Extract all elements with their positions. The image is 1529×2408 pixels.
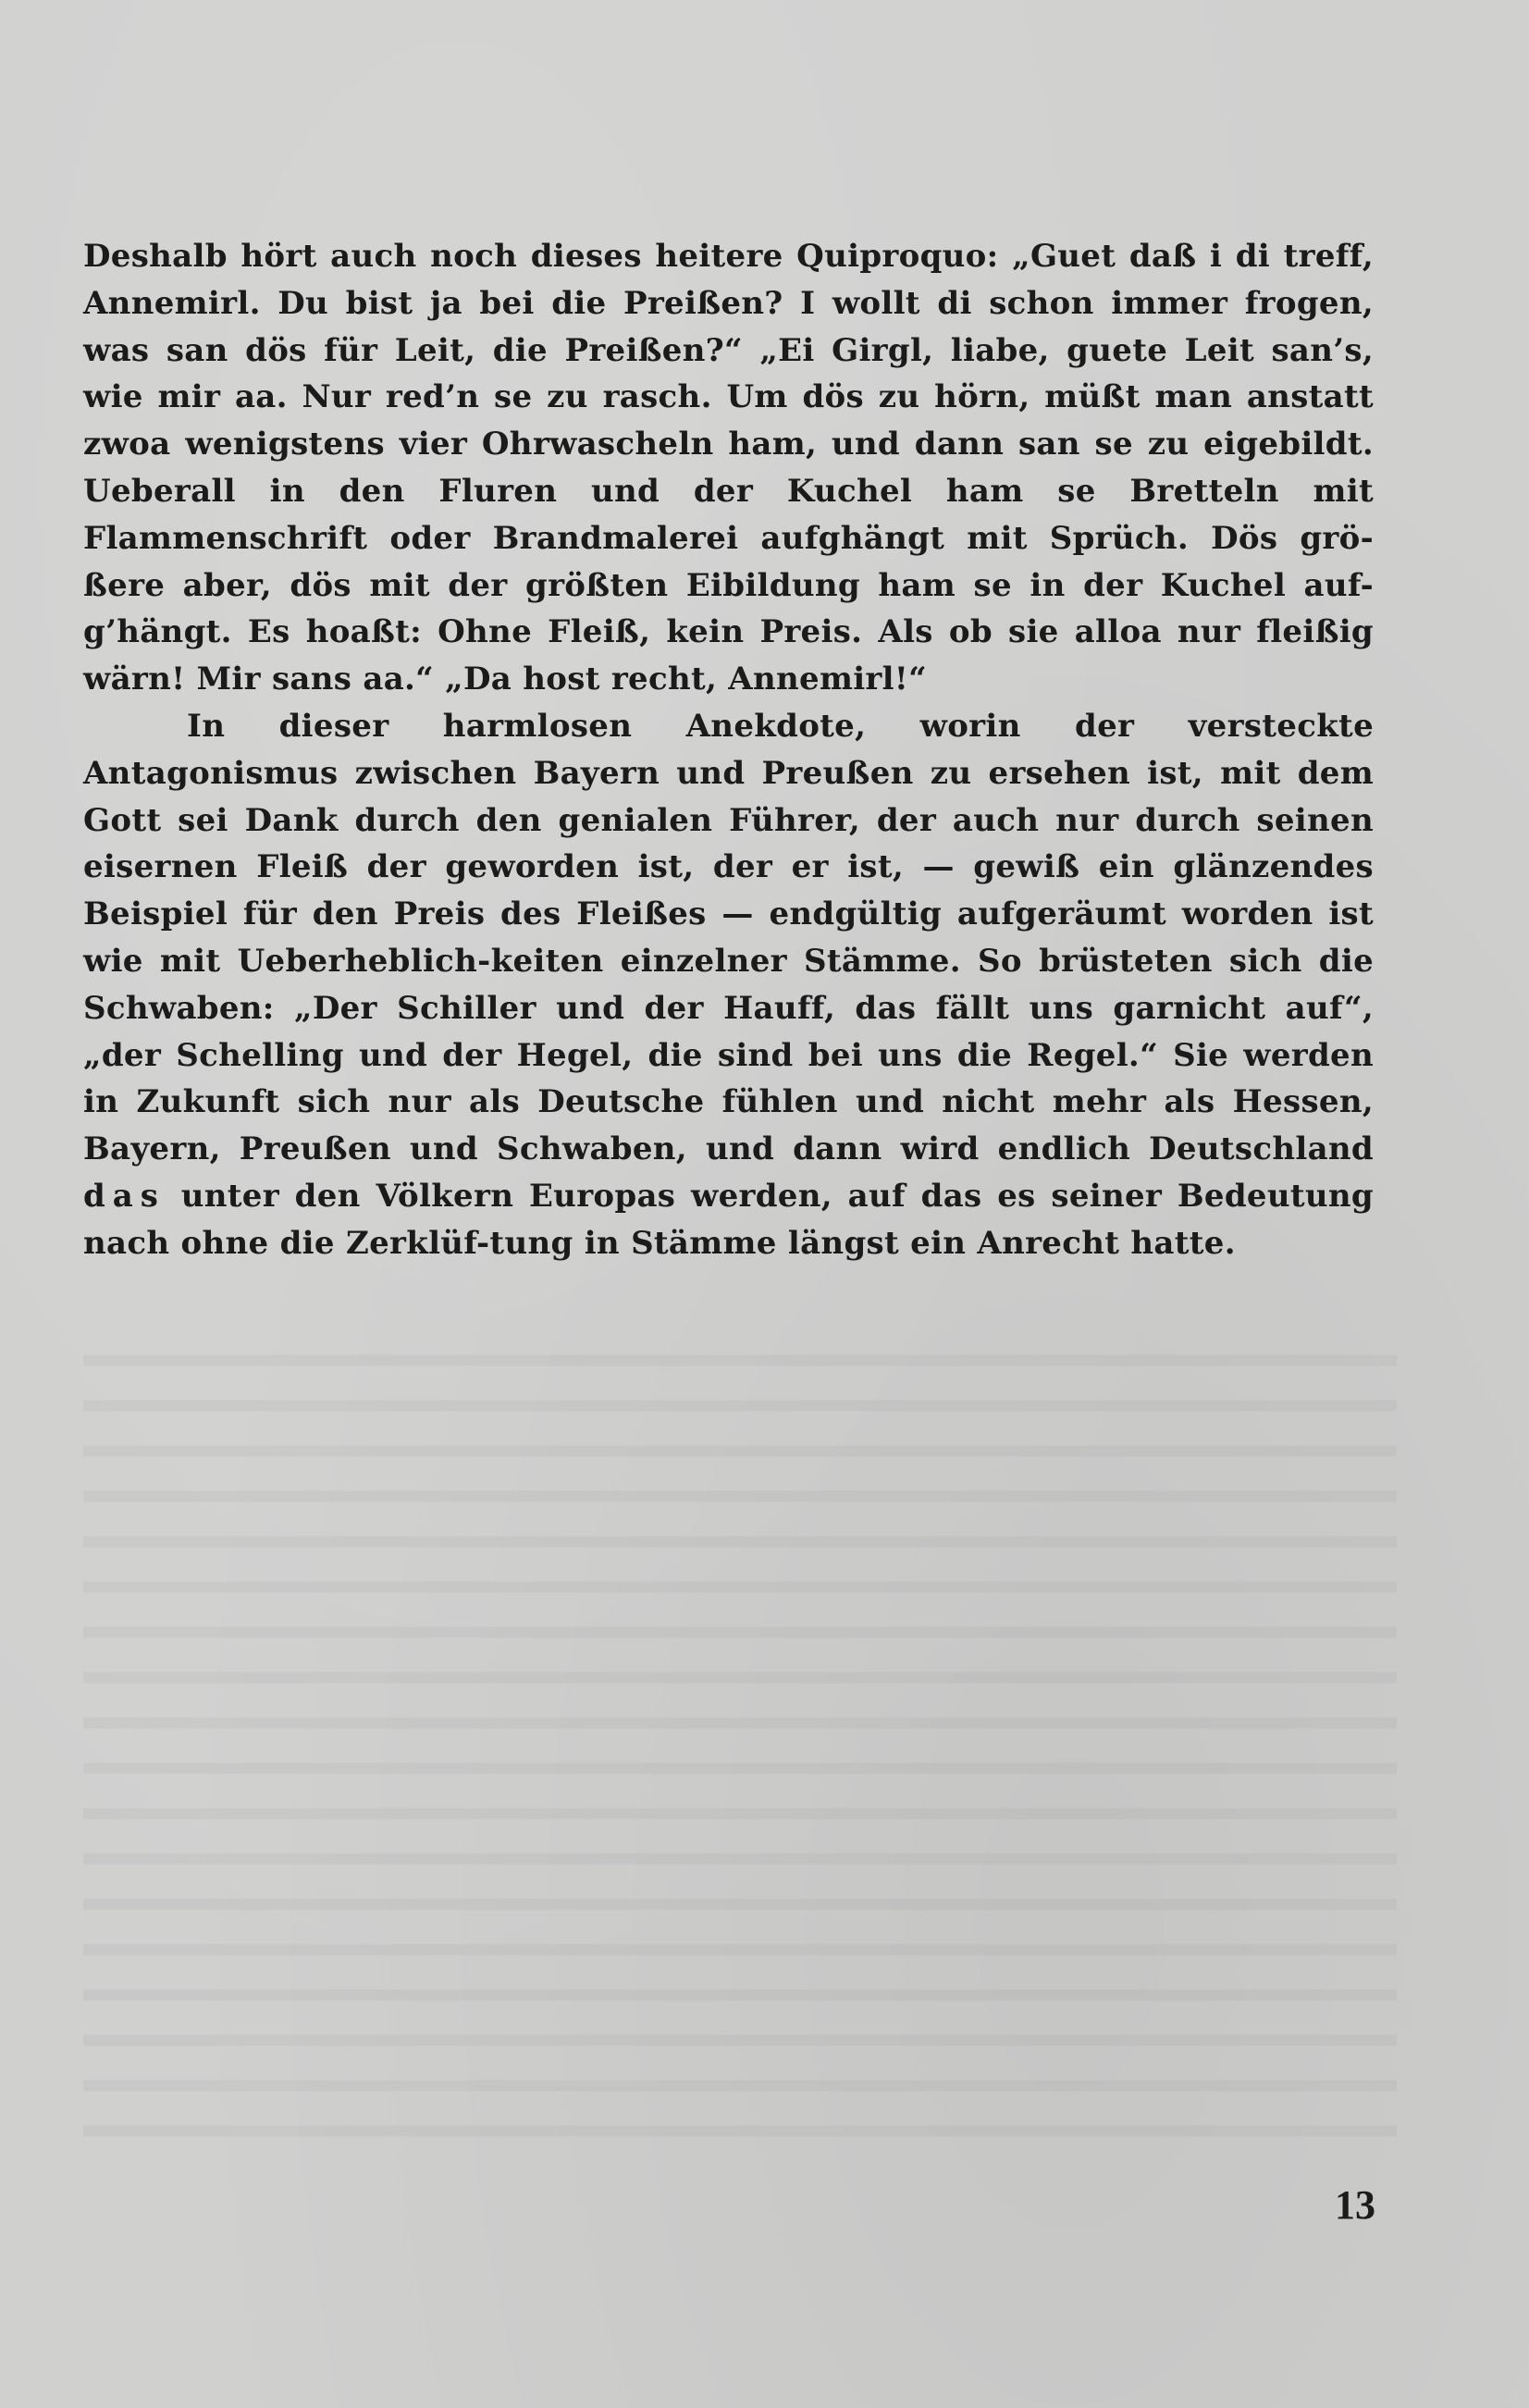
paragraph-2-after: unter den Völkern Europas werden, auf das es seiner Bedeutung nach ohne die Zerklüf-tung in Stämme längst ein Anrecht hatte. — [83, 1177, 1375, 1262]
paragraph-1: Deshalb hört auch noch dieses heitere Quiproquo: „Guet daß i di treff, Annemirl. Du bist ja bei die Preißen? I wollt di schon immer frogen, was san dös für Leit, die Preißen?“ „Ei Girgl, liabe, guete Leit san’s, wie mir aa. Nur red’n se zu rasch. Um dös zu hörn, müßt man anstatt zwoa wenigstens vier Ohrwascheln ham, und dann san se zu eigebildt. Ueberall in den Fluren und der Kuchel ham se Bretteln mit Flammenschrift oder Brandmalerei aufghängt mit Sprüch. Dös grö-ßere aber, dös mit der größten Eibildung ham se in der Kuchel auf-g’hängt. Es hoaßt: Ohne Fleiß, kein Preis. Als ob sie alloa nur fleißig wärn! Mir sans aa.“ „Da host recht, Annemirl!“ — [83, 238, 1374, 698]
paragraph-2-before: In dieser harmlosen Anekdote, worin der versteckte Antagonismus zwischen Bayern und Preußen zu ersehen ist, mit dem Gott sei Dank durch den genialen Führer, der auch nur durch seinen eisernen Fleiß der geworden ist, der er ist, — gewiß ein glänzendes Beispiel für den Preis des Fleißes — endgültig aufgeräumt worden ist wie mit Ueberheblich-keiten einzelner Stämme. So brüsteten sich die Schwaben: „Der Schiller und der Hauff, das fällt uns garnicht auf“, „der Schelling und der Hegel, die sind bei uns die Regel.“ Sie werden in Zukunft sich nur als Deutsche fühlen und nicht mehr als Hessen, Bayern, Preußen und Schwaben, und dann wird endlich Deutschland — [83, 707, 1374, 1168]
paragraph-2 — [83, 703, 1374, 1267]
show-through-text — [83, 1332, 1397, 2165]
body-text — [83, 233, 1374, 1267]
page-number: 13 — [1335, 2182, 1375, 2228]
emphasis-das: das — [83, 1177, 166, 1215]
